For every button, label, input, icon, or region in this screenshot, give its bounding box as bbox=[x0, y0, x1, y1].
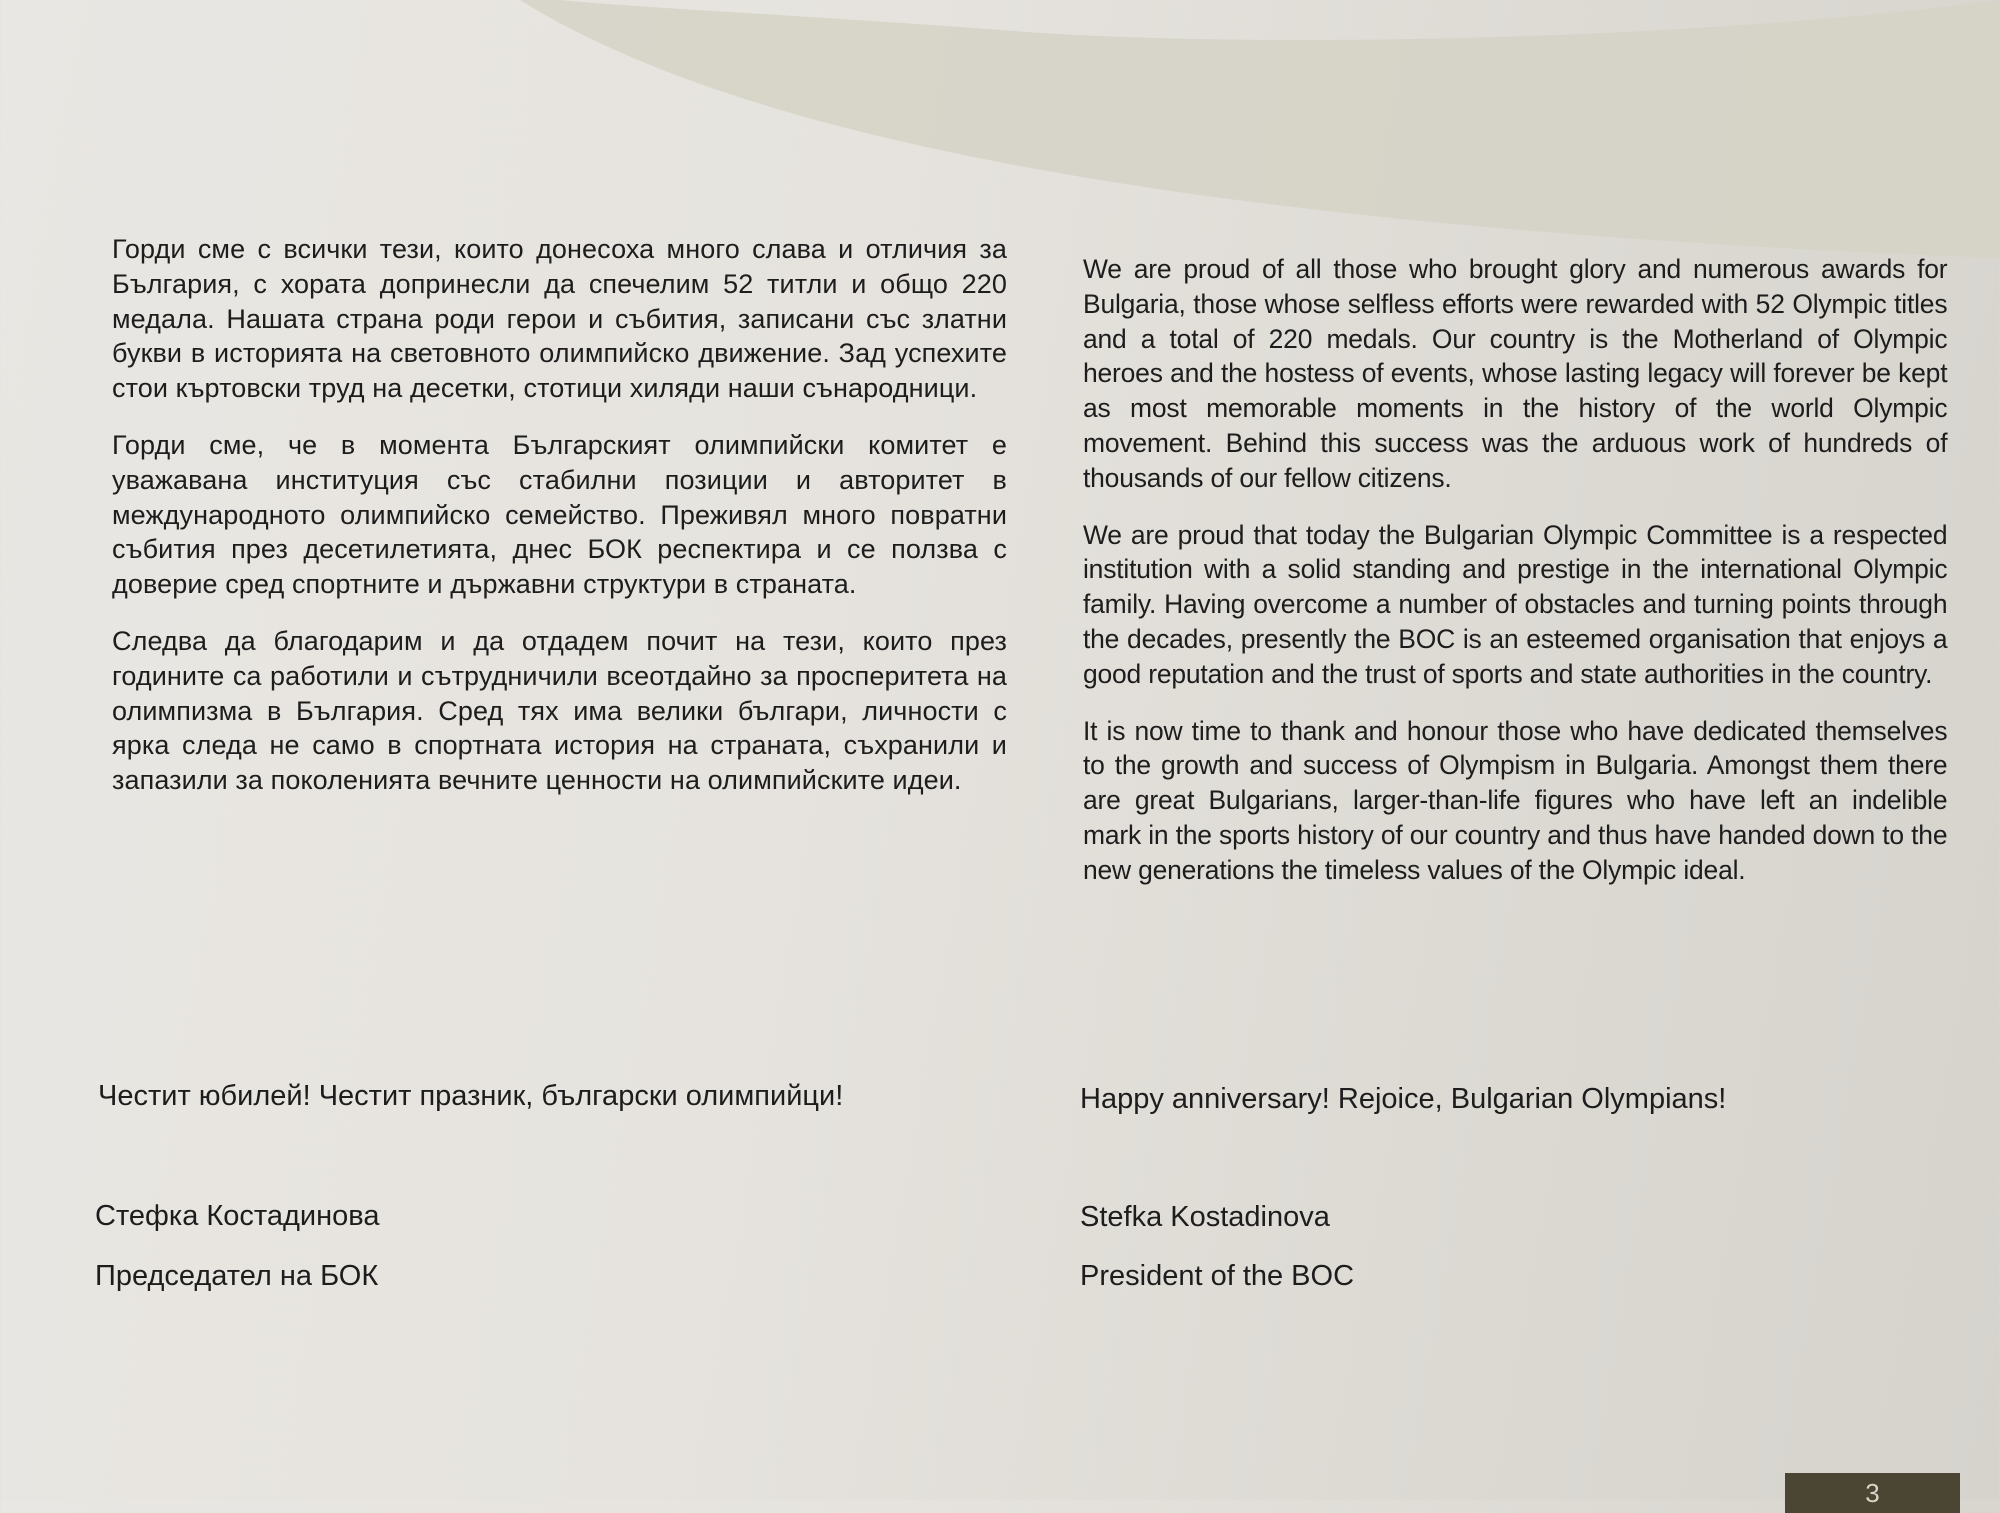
bulgarian-column bbox=[112, 232, 1007, 820]
decorative-swoosh bbox=[0, 0, 2000, 260]
english-closing: Happy anniversary! Rejoice, Bulgarian Olympians! bbox=[1080, 1083, 1727, 1115]
english-paragraph-1: We are proud of all those who brought glory and numerous awards for Bulgaria, those whose selfless efforts were rewarded with 52 Olympic titles and a total of 220 medals. Our country is the Motherland of Olympic heroes and the hostess of events, whose lasting legacy will forever be kept as most memorable moments in the history of the world Olympic movement. Behind this success was the arduous work of hundreds of thousands of our fellow citizens. bbox=[1083, 254, 1948, 493]
page-number-badge: 3 bbox=[1785, 1473, 1960, 1513]
swoosh-shape bbox=[520, 0, 2000, 258]
bulgarian-paragraph-3: Следва да благодарим и да отдадем почит на тези, които през годините са работили и сътрудничили всеотдайно за просперитета на олимпизма в България. Сред тях има велики българи, личности с ярка следа не само в спортната история на страната, съхранили и запазили за поколенията вечните ценности на олимпийските идеи. bbox=[112, 625, 1007, 796]
bulgarian-paragraph-1: Горди сме с всички тези, които донесоха много слава и отличия за България, с хората допринесли да спечелим 52 титли и общо 220 медала. Нашата страна роди герои и събития, записани със златни букви в историята на световното олимпийско движение. Зад успехите стои къртовски труд на десетки, стотици хиляди наши сънародници. bbox=[112, 234, 1007, 404]
english-paragraph-3: It is now time to thank and honour those who have dedicated themselves to the growth and success of Olympism in Bulgaria. Amongst them there are great Bulgarians, larger-than-life figures who have left an indelible mark in the sports history of our country and thus have handed down to the new generations the timeless values of the Olympic ideal. bbox=[1083, 715, 1948, 885]
bulgarian-closing: Честит юбилей! Честит празник, български олимпийци! bbox=[98, 1080, 844, 1112]
bulgarian-paragraph-2: Горди сме, че в момента Българският олимпийски комитет е уважавана институция със стабилни позиции и авторитет в международното олимпийско семейство. Преживял много повратни събития през десетилетията, днес БОК респектира и се ползва с доверие сред спортните и държавни структури в страната. bbox=[112, 429, 1007, 600]
english-paragraph-2: We are proud that today the Bulgarian Olympic Committee is a respected institution with a solid standing and prestige in the international Olympic family. Having overcome a number of obstacles and turning points through the decades, presently the BOC is an esteemed organisation that enjoys a good reputation and the trust of sports and state authorities in the country. bbox=[1083, 519, 1948, 689]
english-signature-name: Stefka Kostadinova bbox=[1080, 1201, 1330, 1233]
english-signature-title: President of the BOC bbox=[1080, 1260, 1355, 1292]
english-column bbox=[1083, 252, 1947, 910]
bulgarian-signature-name: Стефка Костадинова bbox=[95, 1200, 380, 1232]
bulgarian-signature-title: Председател на БОК bbox=[95, 1260, 379, 1292]
